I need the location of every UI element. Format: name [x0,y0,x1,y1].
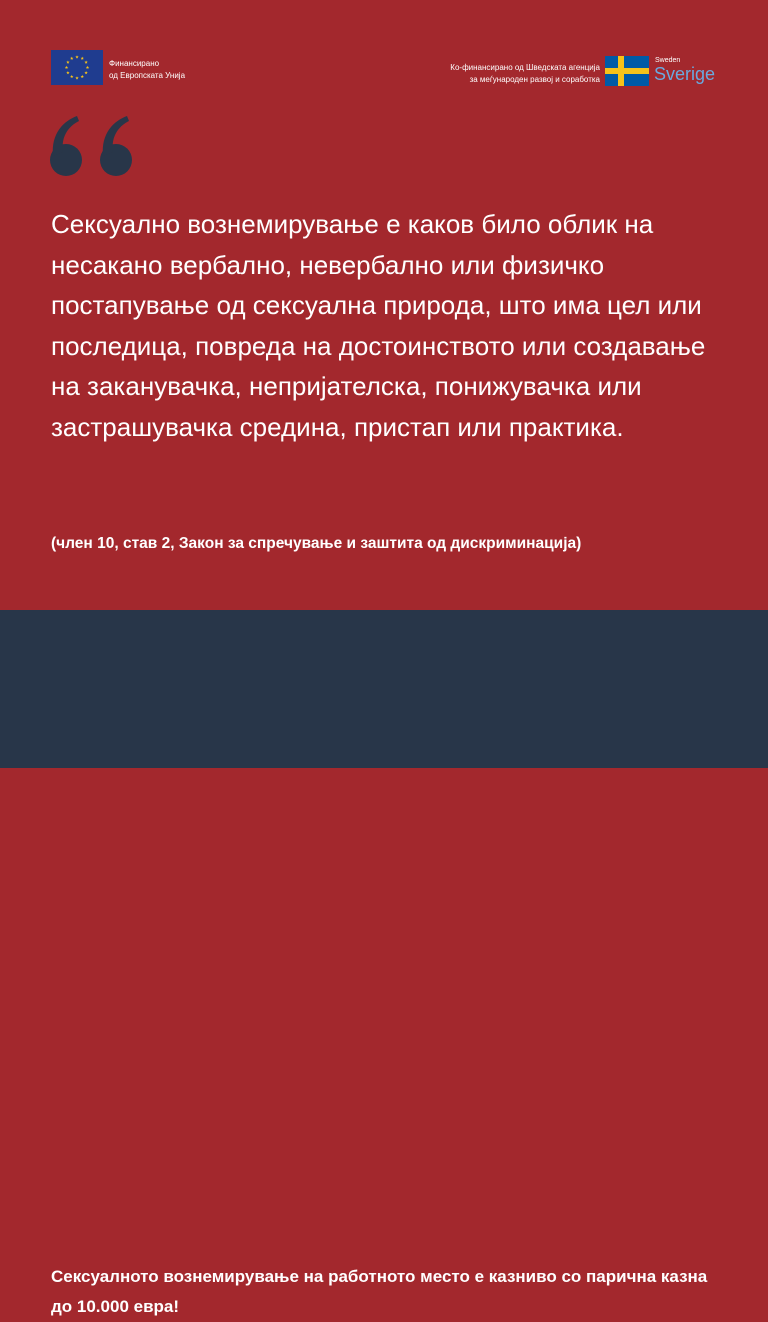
eu-flag-icon [51,50,103,85]
eu-star-icon [81,75,84,78]
eu-star-icon [86,66,89,69]
sweden-brand-logo: Sverige [654,64,716,84]
sweden-brand-small: Sweden [655,57,681,64]
eu-star-icon [66,71,69,74]
quote-section [0,0,768,610]
eu-star-icon [75,55,78,58]
eu-funding-line2: од Европската Унија [109,71,186,80]
sweden-flag-icon [605,56,649,86]
sweden-cofunding-line2: за меѓународен развој и соработка [469,75,600,84]
sweden-cofunding-line1: Ко-финансирано од Шведската агенција [450,63,600,72]
eu-star-icon [81,57,84,60]
quotation-mark-icon [43,112,138,182]
eu-star-icon [84,71,87,74]
quote-text: Сексуално вознемирување е каков било облик на несакано вербално, невербално или физичко постапување од сексуална природа, што има цел или последица, повреда на достоинството или создавање на заканувачка, непријателска, понижувачка или застрашувачка средина, пристап или практика. [51,209,706,442]
eu-star-icon [65,66,68,69]
footer-banner [0,610,768,1316]
penalty-notice: Сексуалното вознемирување на работното место е казниво со парична казна до 10.000 евра! [51,1267,708,1316]
eu-star-icon [70,75,73,78]
eu-star-icon [84,60,87,63]
eu-star-icon [75,76,78,79]
legal-citation: (член 10, став 2, Закон за спречување и заштита од дискриминација) [51,535,582,552]
sweden-cofunding-text [450,62,600,86]
eu-star-icon [70,57,73,60]
eu-funding-text [109,58,185,82]
eu-star-icon [66,60,69,63]
eu-funding-line1: Финансирано [109,59,160,68]
